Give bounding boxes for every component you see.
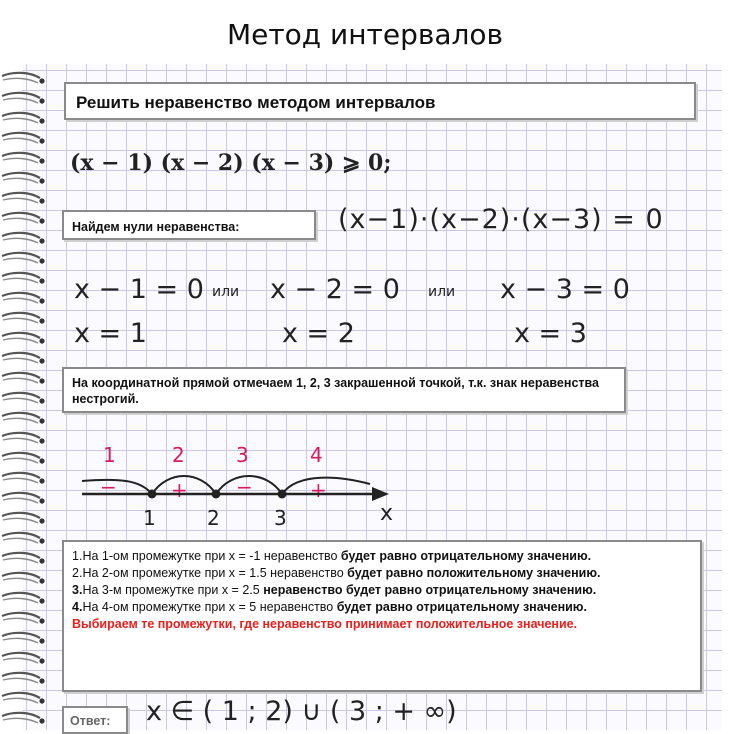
answer-value: x ∈ ( 1 ; 2) ∪ ( 3 ; + ∞) <box>146 696 457 727</box>
interval-label-1: 1 <box>103 443 116 467</box>
handwritten-equation: (x−1)·(x−2)·(x−3) = 0 <box>338 204 664 235</box>
sign-1: − <box>100 475 117 499</box>
analysis-line-3: 3.На 3-м промежутке при x = 2.5 неравенство будет равно отрицательному значению. <box>72 583 597 597</box>
analysis-conclusion: Выбираем те промежутки, где неравенство принимает положительное значение. <box>72 617 578 631</box>
point-label-3: 3 <box>274 506 287 530</box>
sign-3: − <box>236 475 253 499</box>
main-inequality: (x − 1) (x − 2) (x − 3) ⩾ 0; <box>70 150 392 176</box>
point-2 <box>212 490 221 499</box>
interval-label-4: 4 <box>310 443 323 467</box>
handwritten-root2: x = 2 <box>282 318 355 349</box>
axis-explanation: На координатной прямой отмечаем 1, 2, 3 закрашенной точкой, т.к. знак неравенства нестрогий. <box>62 367 626 413</box>
zeros-label: Найдем нули неравенства: <box>62 210 316 240</box>
interval-analysis <box>62 540 702 692</box>
answer-label: Ответ: <box>62 706 128 734</box>
handwritten-root3: x = 3 <box>514 318 587 349</box>
axis-arrow <box>372 487 389 501</box>
sign-2: + <box>171 478 188 502</box>
point-1 <box>148 490 157 499</box>
analysis-line-1: 1.На 1-ом промежутке при x = -1 неравенство будет равно отрицательному значению. <box>72 549 592 563</box>
point-3 <box>278 490 287 499</box>
point-label-1: 1 <box>143 506 156 530</box>
interval-arc-1 <box>82 480 152 494</box>
point-label-2: 2 <box>207 506 220 530</box>
interval-label-2: 2 <box>172 443 185 467</box>
handwritten-eq1: x − 1 = 0 <box>74 274 204 305</box>
analysis-line-4: 4.На 4-ом промежутке при x = 5 неравенство будет равно отрицательному значению. <box>72 600 587 614</box>
sign-4: + <box>310 478 327 502</box>
analysis-line-2: 2.На 2-ом промежутке при x = 1.5 неравенство будет равно положительному значению. <box>72 566 601 580</box>
task-heading: Решить неравенство методом интервалов <box>64 82 696 120</box>
handwritten-eq3: x − 3 = 0 <box>500 274 630 305</box>
interval-label-3: 3 <box>236 443 249 467</box>
handwritten-eq2: x − 2 = 0 <box>270 274 400 305</box>
page-title: Метод интервалов <box>226 18 504 51</box>
handwritten-or2: или <box>428 284 456 300</box>
handwritten-or1: или <box>212 284 240 300</box>
handwritten-root1: x = 1 <box>74 318 147 349</box>
axis-label: x <box>380 501 394 526</box>
